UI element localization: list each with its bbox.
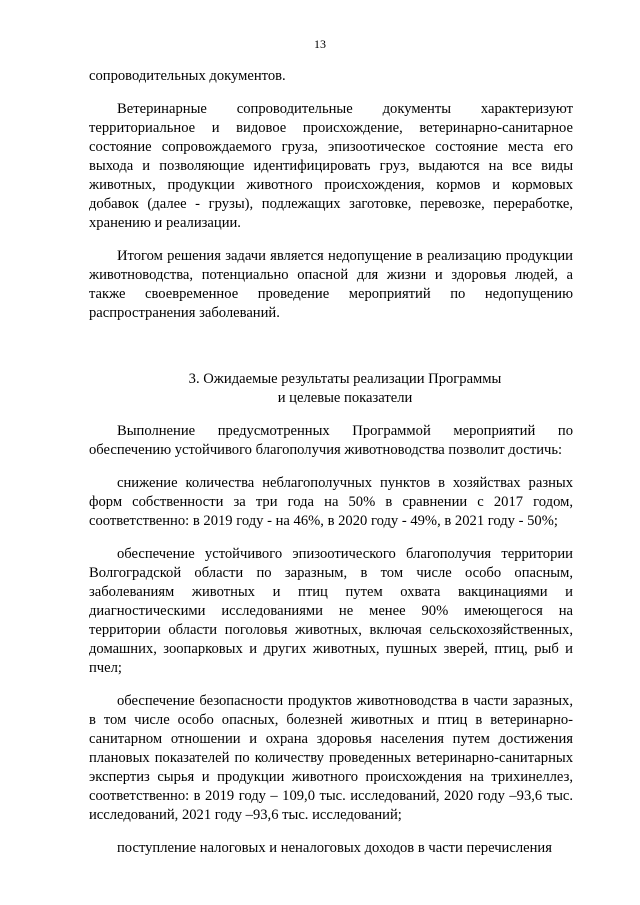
- document-body: [89, 67, 573, 858]
- paragraph-program-intro: Выполнение предусмотренных Программой мероприятий по обеспечению устойчивого благополучия животноводства позволит достичь:: [89, 423, 573, 458]
- paragraph-tax-revenue: поступление налоговых и неналоговых доходов в части перечисления: [117, 840, 552, 856]
- paragraph-vet-documents: Ветеринарные сопроводительные документы характеризуют территориальное и видовое происхождение, ветеринарно-санитарное состояние сопровождаемого груза, эпизоотическое состояние места его выхода и позволяющие идентифицировать груз, выдаются на все виды животных, продукции животного происхождения, кормов и кормовых добавок (далее - грузы), подлежащих заготовке, перевозке, переработке, хранению и реализации.: [89, 101, 573, 231]
- paragraph-epizootic-safety: обеспечение устойчивого эпизоотического благополучия территории Волгоградской области по заразным, в том числе особо опасным, заболеваниям животных и птиц путем охвата вакцинациями и диагностическими исследованиями не менее 90% имеющегося на территории области поголовья животных, включая сельскохозяйственных, домашних, зоопарковых и других животных, пушных зверей, птиц, рыб и пчел;: [89, 546, 573, 676]
- paragraph-reduction: снижение количества неблагополучных пунктов в хозяйствах разных форм собственности за три года на 50% в сравнении с 2017 годом, соответственно: в 2019 году - на 46%, в 2020 году - 49%, в 2021 году - 50%;: [89, 475, 573, 529]
- paragraph-task-result: Итогом решения задачи является недопущение в реализацию продукции животноводства, потенциально опасной для жизни и здоровья людей, а также своевременное проведение мероприятий по недопущению распространения заболеваний.: [89, 248, 573, 321]
- section-heading-line-1: 3. Ожидаемые результаты реализации Программы: [188, 371, 502, 387]
- page-number: 13: [314, 37, 326, 51]
- paragraph-continuation: сопроводительных документов.: [89, 68, 286, 84]
- paragraph-product-safety: обеспечение безопасности продуктов животноводства в части заразных, в том числе особо опасных, болезней животных и птиц в ветеринарно-санитарном отношении и охрана здоровья населения путем достижения плановых показателей по количеству проведенных ветеринарно-санитарных экспертиз сырья и продукции животного происхождения на трихинеллез, соответственно: в 2019 году – 109,0 тыс. исследований, 2020 году –93,6 тыс. исследований, 2021 году –93,6 тыс. исследований;: [89, 693, 573, 823]
- section-heading-line-2: и целевые показатели: [277, 390, 413, 406]
